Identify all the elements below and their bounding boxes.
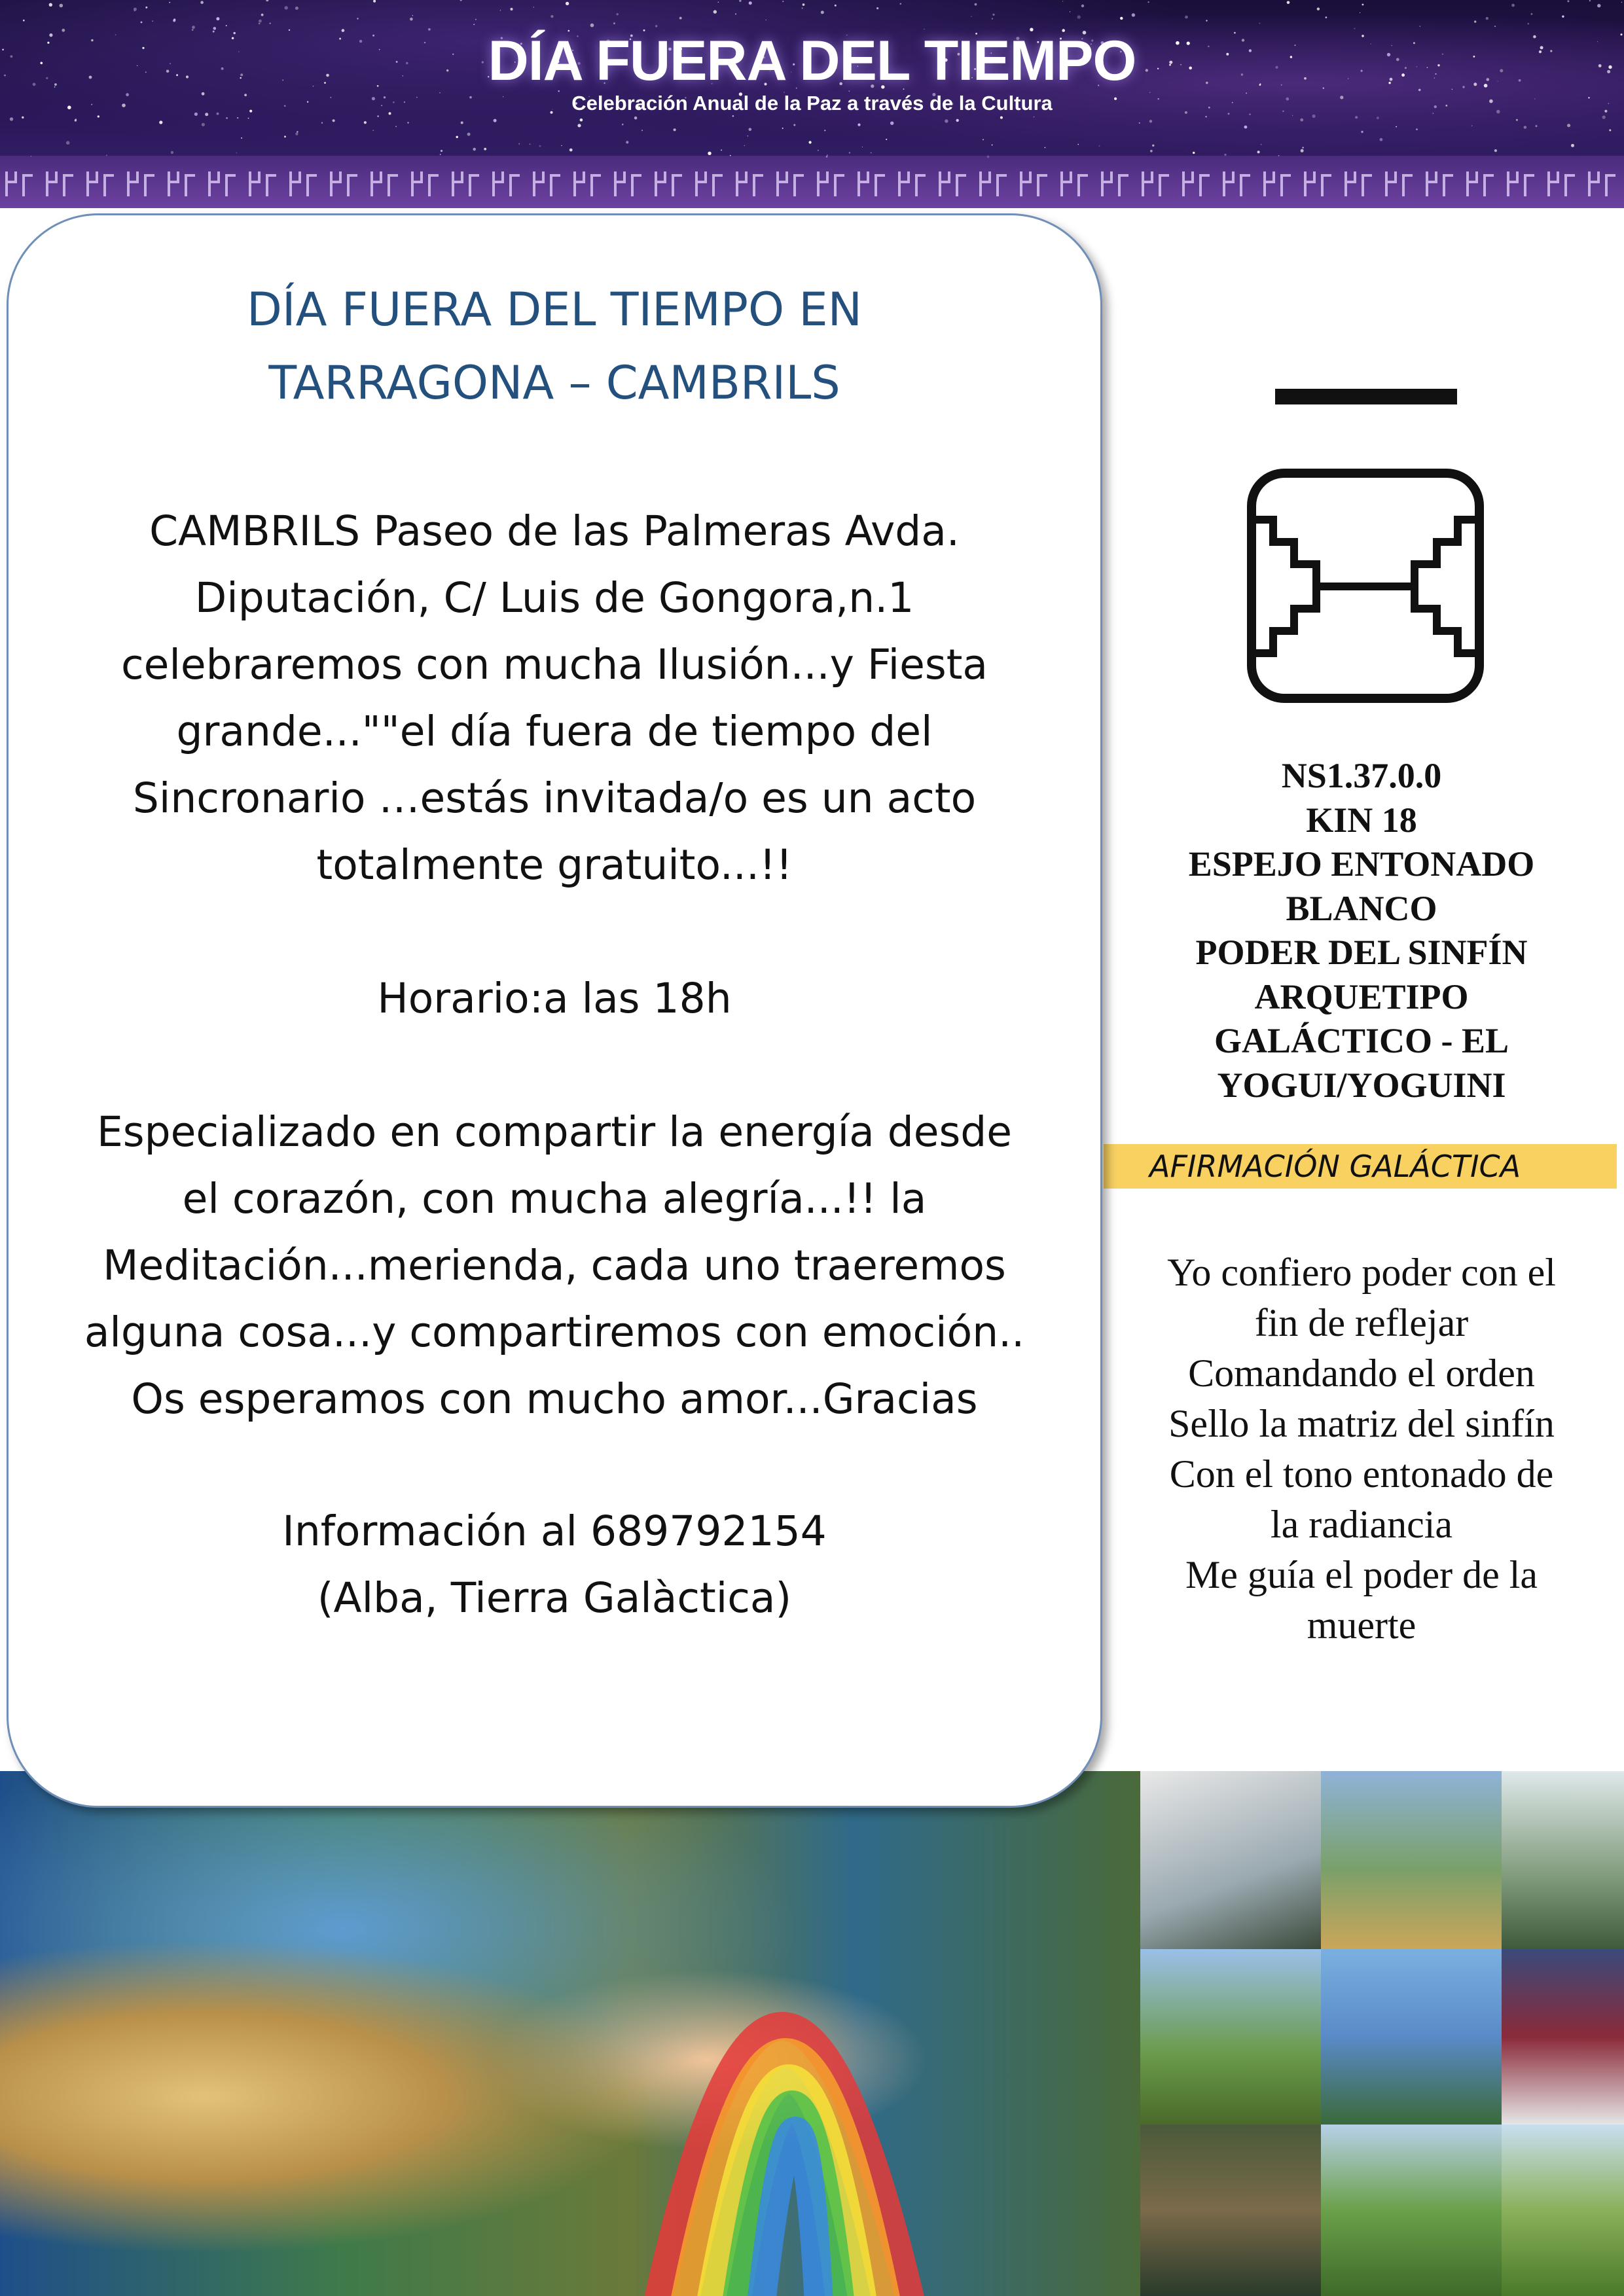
- header-banner: [0, 0, 1624, 208]
- event-title-line: TARRAGONA – CAMBRILS: [268, 356, 840, 410]
- affirmation-line: Comandando el orden: [1188, 1352, 1535, 1395]
- affirmation-text: [1106, 1247, 1617, 1651]
- event-description-line: Especializado en compartir la energía desde: [96, 1108, 1013, 1156]
- event-body-line: Sincronario …estás invitada/o es un acto: [132, 774, 977, 822]
- collage-photo-tile: [1502, 1949, 1624, 2125]
- kin-info-line: GALÁCTICO - EL: [1214, 1021, 1509, 1060]
- tone-bar-icon: [1275, 389, 1457, 404]
- affirmation-line: fin de reflejar: [1254, 1301, 1469, 1344]
- collage-photo-tile: [1502, 1771, 1624, 1949]
- affirmation-line: Yo confiero poder con el: [1167, 1251, 1556, 1294]
- header-title: DÍA FUERA DEL TIEMPO: [488, 29, 1136, 92]
- event-info-panel: [7, 213, 1102, 1808]
- photo-collage: [0, 1771, 1624, 2296]
- affirmation-line: Sello la matriz del sinfín: [1168, 1402, 1555, 1445]
- collage-photo-tile: [1502, 2125, 1624, 2296]
- event-description-line: Meditación...merienda, cada uno traeremos: [103, 1242, 1006, 1289]
- contact-phone-line: Información al 689792154: [282, 1507, 827, 1555]
- affirmation-line: muerte: [1307, 1604, 1416, 1647]
- event-body-line: celebraremos con mucha Ilusión...y Fiesta: [120, 641, 988, 689]
- decorative-pattern-band: [0, 156, 1624, 208]
- affirmation-line: Con el tono entonado de: [1169, 1452, 1554, 1496]
- collage-photo-tile: [1321, 2125, 1502, 2296]
- event-contact-info: [9, 1498, 1100, 1632]
- event-description-line: alguna cosa...y compartiremos con emoción..: [84, 1308, 1025, 1356]
- event-title: [9, 273, 1100, 420]
- header-subtitle: Celebración Anual de la Paz a través de la Cultura: [571, 92, 1053, 115]
- collage-photo-tile: [1321, 1771, 1502, 1949]
- kin-info-line: ARQUETIPO: [1254, 977, 1469, 1016]
- event-body-line: grande...""el día fuera de tiempo del: [176, 708, 933, 755]
- affirmation-line: la radiancia: [1270, 1503, 1453, 1546]
- rainbow-arc-photo: [576, 1771, 982, 2296]
- collage-photo-tile: [1140, 1949, 1321, 2125]
- collage-photo-tile: [1140, 2125, 1321, 2296]
- event-body: [9, 498, 1100, 899]
- kin-info-line: BLANCO: [1286, 888, 1437, 928]
- event-body-line: CAMBRILS Paseo de las Palmeras Avda.: [149, 507, 960, 555]
- kin-info-line: KIN 18: [1306, 800, 1417, 840]
- collage-photo-tile: [1321, 1949, 1502, 2125]
- kin-info: [1106, 754, 1617, 1107]
- affirmation-line: Me guía el poder de la: [1185, 1553, 1538, 1596]
- event-schedule: Horario:a las 18h: [377, 975, 732, 1022]
- event-description-line: el corazón, con mucha alegría...!! la: [182, 1175, 927, 1223]
- event-description: [9, 1099, 1100, 1433]
- event-body-line: Diputación, C/ Luis de Gongora,n.1: [194, 574, 914, 622]
- affirmation-heading: AFIRMACIÓN GALÁCTICA: [1149, 1149, 1521, 1184]
- contact-name-line: (Alba, Tierra Galàctica): [317, 1574, 792, 1622]
- mirror-seal-icon: [1247, 469, 1484, 703]
- kin-info-line: YOGUI/YOGUINI: [1217, 1065, 1506, 1105]
- kin-info-line: PODER DEL SINFÍN: [1195, 933, 1528, 972]
- kin-info-line: ESPEJO ENTONADO: [1188, 844, 1535, 884]
- affirmation-heading-band: [1104, 1144, 1617, 1189]
- event-body-line: totalmente gratuito...!!: [316, 841, 793, 889]
- pattern-glyphs: [0, 156, 1624, 208]
- kin-info-line: NS1.37.0.0: [1281, 756, 1442, 795]
- collage-photo-tile: [1140, 1771, 1321, 1949]
- event-description-line: Os esperamos con mucho amor...Gracias: [131, 1375, 978, 1423]
- event-title-line: DÍA FUERA DEL TIEMPO EN: [247, 283, 862, 336]
